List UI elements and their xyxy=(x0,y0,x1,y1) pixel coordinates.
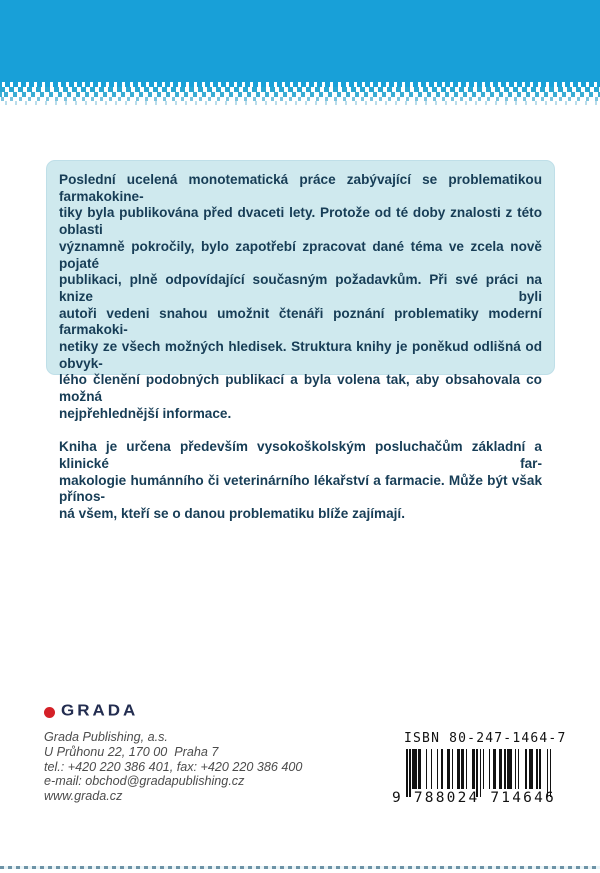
publisher-phone-fax: tel.: +420 220 386 401, fax: +420 220 386 400 xyxy=(44,759,303,774)
grada-logo xyxy=(44,701,302,721)
publisher-block xyxy=(44,701,302,804)
ean13-barcode xyxy=(406,749,552,789)
publisher-name: Grada Publishing, a.s. xyxy=(44,730,168,744)
summary-line: tiky byla publikována před dvaceti lety. Protože od té doby znalosti z této oblasti xyxy=(59,205,542,238)
summary-line: ná všem, kteří se o danou problematiku blíže zajímají. xyxy=(59,506,405,522)
summary-line: Kniha je určena především vysokoškolským posluchačům základní a klinické far- xyxy=(59,439,542,471)
summary-line: publikaci, plně odpovídající současným požadavkům. Při své práci na knize byli xyxy=(59,272,542,304)
isbn-barcode-block xyxy=(390,731,567,806)
summary-line: netiky ze všech možných hledisek. Struktura knihy je poněkud odlišná od obvyk- xyxy=(59,339,542,371)
bottom-dashed-rule xyxy=(0,866,600,869)
grada-logo-text: GRADA xyxy=(61,701,139,720)
summary-line: nejpřehlednější informace. xyxy=(59,405,232,421)
summary-paragraph-1 xyxy=(59,172,542,423)
summary-line: Poslední ucelená monotematická práce zabývající se problematikou farmakokine- xyxy=(59,172,542,204)
top-band-solid xyxy=(0,0,600,82)
publisher-address: U Průhonu 22, 170 00 Praha 7 xyxy=(44,744,219,759)
summary-line: lého členění podobných publikací a byla volena tak, aby obsahovala co možná xyxy=(59,372,542,405)
grada-logo-dot-icon xyxy=(44,707,55,718)
isbn-number: ISBN 80-247-1464-7 xyxy=(404,731,567,746)
publisher-website: www.grada.cz xyxy=(44,789,123,804)
book-summary-box xyxy=(46,160,555,522)
summary-line: významně pokročily, bylo zapotřebí zpracovat dané téma ve zcela nově pojaté xyxy=(59,238,542,271)
top-color-band xyxy=(0,0,600,105)
publisher-email: e-mail: obchod@gradapublishing.cz xyxy=(44,774,245,789)
ean13-digits: 9 788024 714646 xyxy=(392,790,556,806)
summary-line: autoři vedeni snahou umožnit čtenáři poznání problematiky moderní farmakoki- xyxy=(59,305,542,338)
summary-line: makologie humánního či veterinárního lékařství a farmacie. Může být však přínos- xyxy=(59,472,542,505)
halftone-row xyxy=(0,101,600,105)
summary-paragraph-2 xyxy=(59,439,542,523)
